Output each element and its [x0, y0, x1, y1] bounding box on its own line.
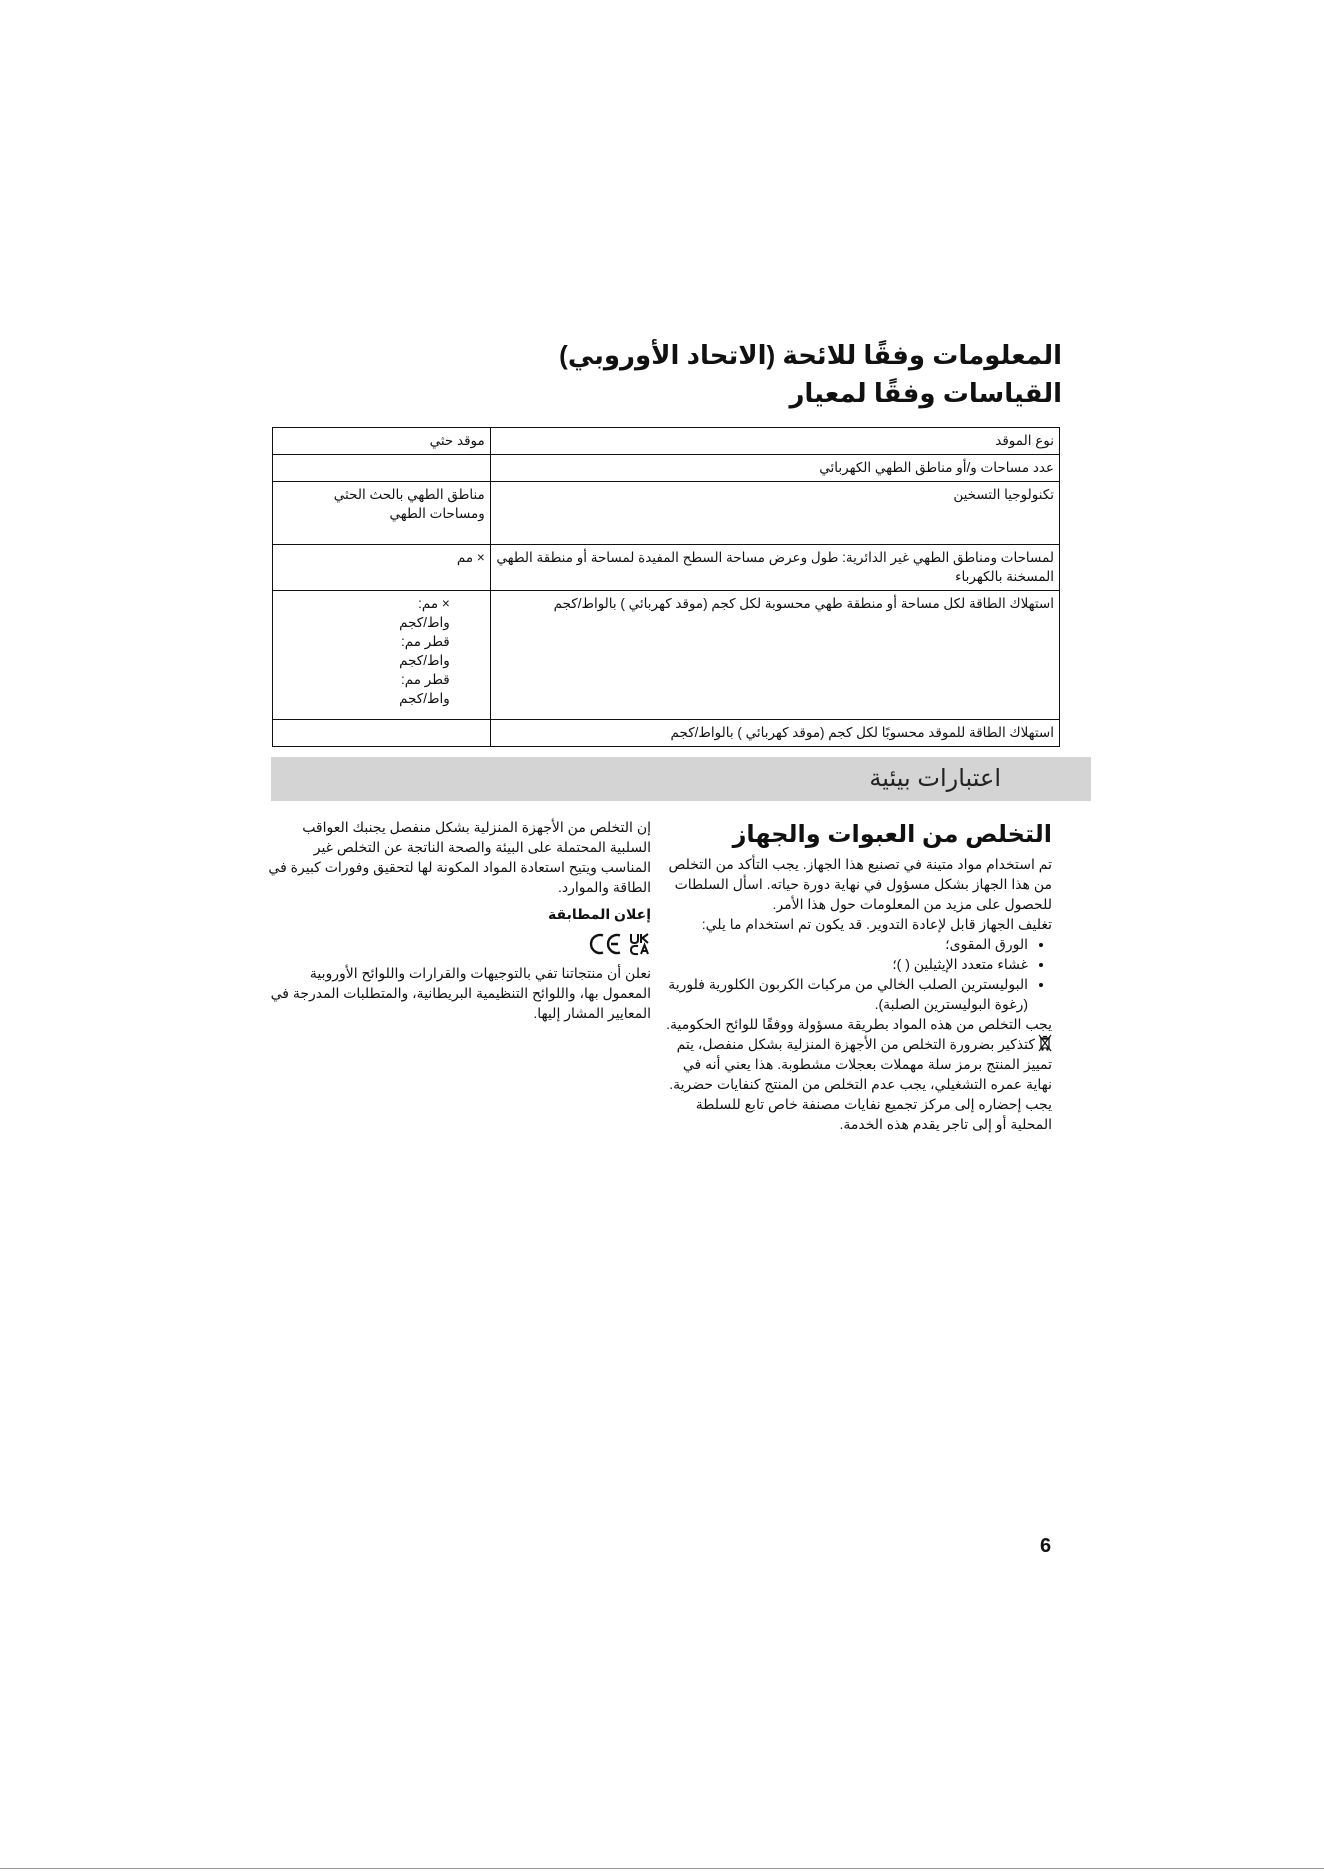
conformity-heading: إعلان المطابقة — [548, 906, 651, 922]
page-title — [282, 336, 1062, 412]
packaging-list — [660, 934, 1052, 1014]
title-line-2: القياسات وفقًا لمعيار — [789, 378, 1062, 408]
weee-text: كتذكير بضرورة التخلص من الأجهزة المنزلية بشكل منفصل، يتم تمييز المنتج برمز سلة مهملات بعجلات مشطوبة. هذا يعني أنه في نهاية عمره التشغيلي، يجب عدم التخلص من المنتج كنفايات حضرية. يجب إحضاره إلى مركز تجميع نفايات مصنفة خاص تابع للسلطة المحلية أو إلى تاجر يقدم هذه الخدمة. — [669, 1036, 1052, 1132]
table-cell: لمساحات ومناطق الطهي غير الدائرية: طول وعرض مساحة السطح المفيدة لمساحة أو منطقة الطهي — [496, 550, 1054, 565]
table-row — [273, 428, 1060, 455]
table-cell: قطر مم: — [401, 634, 450, 649]
list-item: • غشاء متعدد الإيثيلين ( )؛ — [660, 954, 1028, 974]
table-cell: مناطق الطهي بالحث الحثي — [333, 487, 485, 502]
section-band — [271, 757, 1091, 801]
conformity-paragraph: نعلن أن منتجاتنا تفي بالتوجيهات والقرارات واللوائح الأوروبية المعمول بها، واللوائح التنظيمية البريطانية، والمتطلبات المدرجة في المعايير المشار إليها. — [270, 965, 651, 1021]
table-row — [273, 545, 1060, 591]
regulations-paragraph: يجب التخلص من هذه المواد بطريقة مسؤولة ووفقًا للوائح الحكومية. — [666, 1016, 1052, 1032]
table-row — [273, 455, 1060, 482]
table-cell: × مم: — [418, 596, 450, 611]
section-title: اعتبارات بيئية — [869, 765, 1001, 792]
table-cell: تكنولوجيا التسخين — [953, 487, 1054, 502]
conformity-column — [261, 817, 651, 1023]
disposal-column — [660, 817, 1052, 1134]
separate-disposal-paragraph: إن التخلص من الأجهزة المنزلية بشكل منفصل يجنبك العواقب السلبية المحتملة على البيئة والصحة الناتجة عن التخلص غير المناسب ويتيح استعادة المواد المكونة لها لتحقيق وفورات كبيرة في الطاقة والموارد. — [268, 819, 651, 895]
table-cell: واط/كجم — [399, 653, 450, 668]
table-cell: قطر مم: — [401, 672, 450, 687]
table-cell: موقد حثي — [429, 433, 485, 448]
table-row — [273, 591, 1060, 720]
disposal-heading: التخلص من العبوات والجهاز — [732, 821, 1052, 848]
crossed-bin-icon — [1038, 1034, 1052, 1052]
disposal-paragraph: تم استخدام مواد متينة في تصنيع هذا الجهاز. يجب التأكد من التخلص من هذا الجهاز بشكل مسؤول في نهاية دورة حياته. اسأل السلطات للحصول على مزيد من المعلومات حول هذا الأمر. — [668, 856, 1052, 912]
conformity-marks — [261, 931, 651, 957]
table-cell: عدد مساحات و/أو مناطق الطهي الكهربائي — [819, 460, 1054, 475]
title-line-1: المعلومات وفقًا للائحة (الاتحاد الأوروبي) — [559, 340, 1062, 370]
table-cell: المسخنة بالكهرباء — [955, 569, 1054, 584]
bottom-divider — [0, 1868, 1324, 1869]
table-cell: نوع الموقد — [995, 433, 1054, 448]
table-row — [273, 482, 1060, 545]
product-info-table — [272, 427, 1060, 747]
table-cell: استهلاك الطاقة لكل مساحة أو منطقة طهي محسوبة لكل كجم (موقد كهربائي ) بالواط/كجم — [553, 596, 1054, 611]
table-row — [273, 720, 1060, 747]
packaging-paragraph: تغليف الجهاز قابل لإعادة التدوير. قد يكون تم استخدام ما يلي: — [701, 916, 1052, 932]
weee-paragraph — [660, 1034, 1052, 1134]
table-cell: × مم — [456, 550, 485, 565]
page-number: 6 — [1040, 1535, 1052, 1557]
table-cell: واط/كجم — [399, 615, 450, 630]
table-cell: واط/كجم — [399, 691, 450, 706]
ukca-mark-icon — [629, 932, 651, 956]
list-item: • البوليسترين الصلب الخالي من مركبات الكربون الكلورية فلورية (رغوة البوليسترين الصلبة). — [660, 974, 1028, 1014]
list-item: • الورق المقوى؛ — [660, 934, 1028, 954]
table-cell: ومساحات الطهي — [389, 506, 485, 521]
ce-mark-icon — [589, 933, 623, 955]
table-cell: استهلاك الطاقة للموقد محسوبًا لكل كجم (موقد كهربائي ) بالواط/كجم — [670, 725, 1054, 740]
